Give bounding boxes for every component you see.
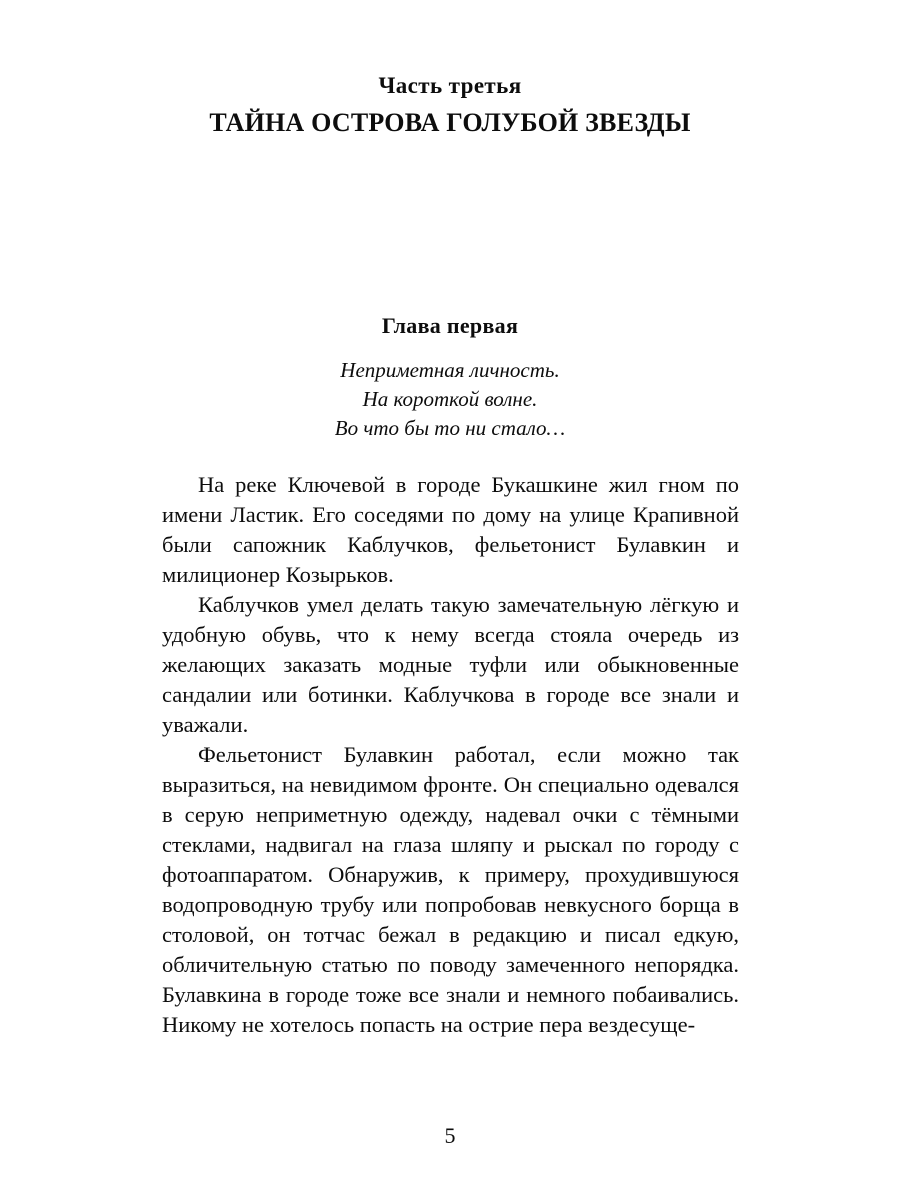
part-title: ТАЙНА ОСТРОВА ГОЛУБОЙ ЗВЕЗДЫ — [209, 108, 691, 138]
body-paragraph: Каблучков умел делать такую замечательную лёгкую и удобную обувь, что к нему всегда стояла очередь из желающих заказать модные туфли или обыкновенные сандалии или ботинки. Каблучкова в городе все знали и уважали. — [162, 592, 739, 737]
epigraph-line: На короткой волне. — [362, 387, 538, 411]
body-paragraph: Фельетонист Булавкин работал, если можно так выразиться, на невидимом фронте. Он специально одевался в серую неприметную одежду, надевал очки с тёмными стеклами, надвигал на глаза шляпу и рыскал по городу с фотоаппаратом. Обнаружив, к примеру, прохудившуюся водопроводную трубу или попробовав невкусного борща в столовой, он тотчас бежал в редакцию и писал едкую, обличительную статью по поводу замеченного непорядка. Булавкина в городе тоже все знали и немного побаивались. Никому не хотелось попасть на острие пера вездесуще- — [162, 742, 739, 1037]
body-paragraph: На реке Ключевой в городе Букашкине жил гном по имени Ластик. Его соседями по дому на улице Крапивной были сапожник Каблучков, фельетонист Булавкин и милиционер Козырьков. — [162, 472, 739, 587]
epigraph-line: Неприметная личность. — [340, 358, 560, 382]
page-number: 5 — [444, 1123, 456, 1148]
part-heading — [0, 72, 900, 138]
chapter-epigraph — [0, 356, 900, 443]
body-text — [162, 470, 739, 1040]
part-label: Часть третья — [378, 73, 522, 98]
epigraph-line: Во что бы то ни стало… — [334, 416, 566, 440]
chapter-heading: Глава первая — [381, 313, 519, 338]
